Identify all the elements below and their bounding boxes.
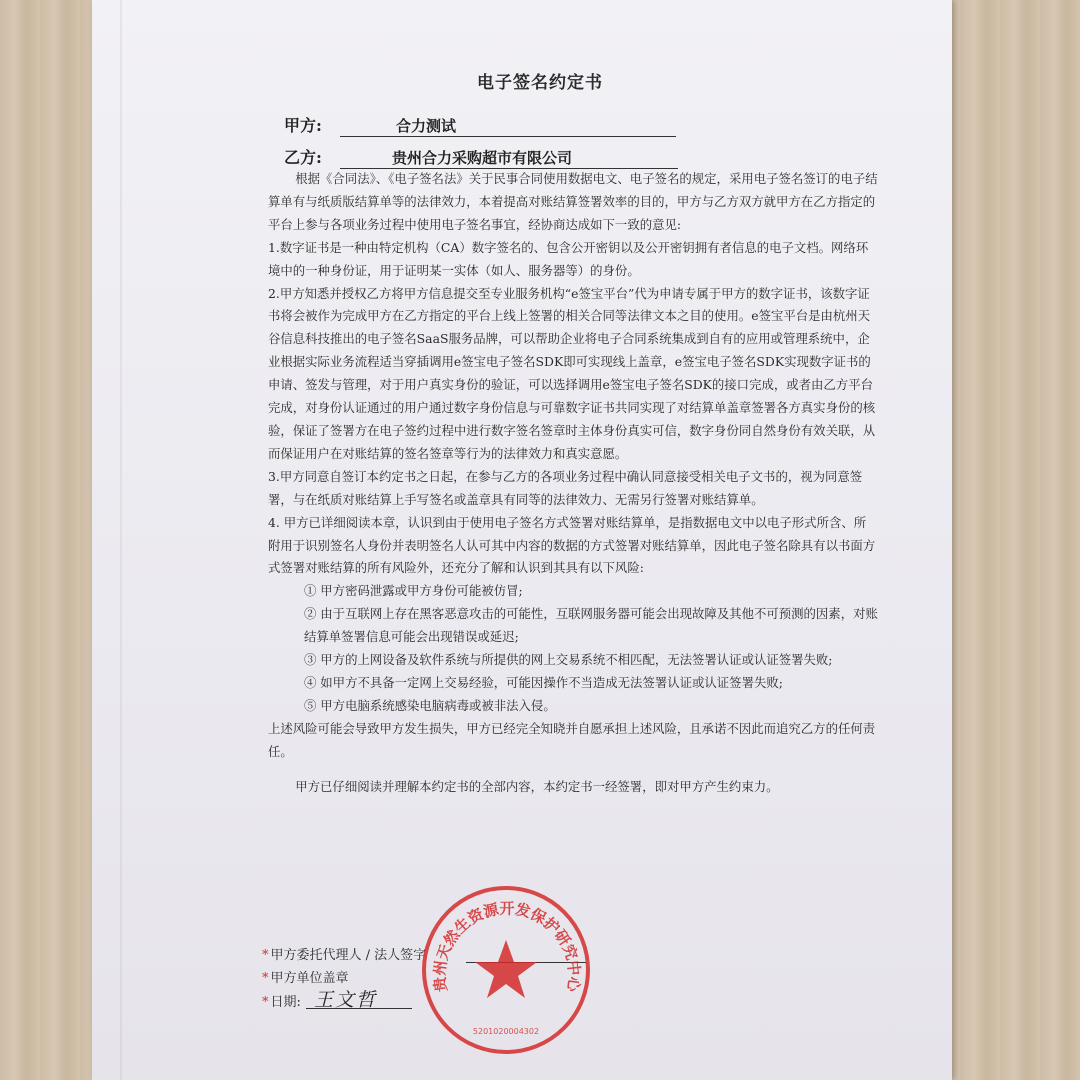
document-title: 电子签名约定书 <box>477 73 603 93</box>
closing-paragraph-1: 上述风险可能会导致甲方发生损失，甲方已经完全知晓并自愿承担上述风险，且承诺不因此而追究乙方的任何责任。 <box>268 720 876 759</box>
risk-item-3: ③ 甲方的上网设备及软件系统与所提供的网上交易系统不相匹配，无法签署认证或认证签署失败; <box>303 652 833 668</box>
date-label: 日期: <box>270 995 301 1010</box>
required-mark: * <box>262 995 269 1010</box>
intro-paragraph: 根据《合同法》、《电子签名法》关于民事合同使用数据电文、电子签名的规定，采用电子签名签订的电子结算单有与纸质版结算单等的法律效力，本着提高对账结算签署效率的目的，甲方与乙方双方就甲方在乙方指定的平台上参与各项业务过程中使用电子签名事宜，经协商达成如下一致的意见: <box>268 171 878 232</box>
closing-paragraph-2: 甲方已仔细阅读并理解本约定书的全部内容，本约定书一经签署，即对甲方产生约束力。 <box>295 778 779 794</box>
party-a-value: 合力测试 <box>340 115 676 137</box>
required-mark: * <box>262 948 269 963</box>
risk-item-4: ④ 如甲方不具备一定网上交易经验，可能因操作不当造成无法签署认证或认证签署失败; <box>303 674 783 690</box>
risk-item-5: ⑤ 甲方电脑系统感染电脑病毒或被非法入侵。 <box>303 697 556 713</box>
required-mark: * <box>262 971 269 986</box>
clause-4: 4. 甲方已详细阅读本章，认识到由于使用电子签名方式签署对账结算单，是指数据电文中以电子形式所含、所附用于识别签名人身份并表明签名人认可其中内容的数据的方式签署对账结算单，因此电子签名除具有以书面方式签署对账结算的所有风险外，还充分了解和认识到其具有以下风险: <box>268 514 876 576</box>
party-b-label: 乙方: <box>284 148 322 167</box>
stamp-row <box>262 967 349 986</box>
agreement-body <box>268 168 878 798</box>
stamp-label: 甲方单位盖章 <box>270 971 349 986</box>
party-a-row <box>284 113 676 137</box>
clause-2: 2.甲方知悉并授权乙方将甲方信息提交至专业服务机构“e签宝平台”代为申请专属于甲方的数字证书，该数字证书将会被作为完成甲方在乙方指定的平台上线上签署的相关合同等法律文本之目的使用。e签宝平台是由杭州天谷信息科技推出的电子签名SaaS服务品牌，可以帮助企业将电子合同系统集成到自有的应用或管理系统中，企业根据实际业务流程适当穿插调用e签宝电子签名SDK即可实现线上盖章，e签宝电子签名SDK实现数字证书的申请、签发与管理，对于用户真实身份的验证，可以选择调用e签宝电子签名SDK的接口完成，或者由乙方平台完成，对身份认证通过的用户通过数字身份信息与可靠数字证书共同实现了对结算单盖章签署各方真实身份的核验，保证了签署方在电子签约过程中进行数字签名签章时主体身份真实可信，数字身份同自然身份有效关联，从而保证用户在对账结算的签名签章等行为的法律效力和真实意愿。 <box>268 285 876 461</box>
page-edge-shadow <box>120 0 122 1080</box>
party-a-label: 甲方: <box>284 116 322 135</box>
agent-signature-label: 甲方委托代理人 / 法人签字 <box>270 948 427 963</box>
handwritten-signature: 王文哲 <box>314 989 378 1011</box>
risk-item-2: ② 由于互联网上存在黑客恶意攻击的可能性，互联网服务器可能会出现故障及其他不可预测的因素，对账结算单签署信息可能会出现错误或延迟; <box>303 606 878 645</box>
date-row <box>262 991 301 1010</box>
clause-3: 3.甲方同意自签订本约定书之日起，在参与乙方的各项业务过程中确认同意接受相关电子文书的，视为同意签署，与在纸质对账结算上手写签名或盖章具有同等的法律效力、无需另行签署对账结算单。 <box>268 468 863 507</box>
seal-text: 贵州天然生资源开发保护研究中心 <box>430 899 584 993</box>
clause-1: 1.数字证书是一种由特定机构（CA）数字签名的、包含公开密钥以及公开密钥拥有者信息的电子文档。网络环境中的一种身份证，用于证明某一实体（如人、服务器等）的身份。 <box>268 239 869 278</box>
agent-signature-line <box>466 962 586 963</box>
party-b-row <box>284 145 678 169</box>
agent-signature-row <box>262 944 426 963</box>
party-b-value: 贵州合力采购超市有限公司 <box>340 147 678 169</box>
risk-item-1: ① 甲方密码泄露或甲方身份可能被仿冒; <box>303 583 523 599</box>
seal-number: 5201020004302 <box>472 1027 540 1036</box>
